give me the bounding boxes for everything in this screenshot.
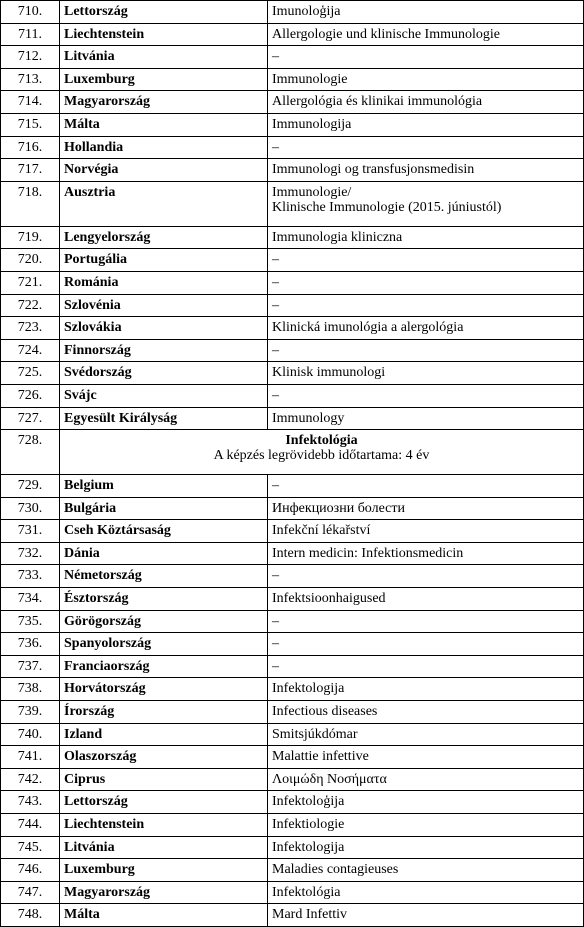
specialty-title-line: Klinická imunológia a alergológia (272, 320, 464, 336)
specialty-title-line: – (272, 387, 279, 403)
section-header-row (1, 430, 584, 475)
specialty-title (268, 249, 584, 272)
specialty-title (268, 904, 584, 927)
row-number: 711. (1, 23, 60, 46)
country-name: Horvátország (60, 678, 268, 701)
specialty-title-line: – (272, 478, 279, 494)
table-row (1, 904, 584, 927)
country-name: Luxemburg (60, 859, 268, 882)
country-name: Málta (60, 113, 268, 136)
table-row (1, 814, 584, 837)
row-number: 734. (1, 588, 60, 611)
specialty-title (268, 836, 584, 859)
specialty-title (268, 588, 584, 611)
row-number: 739. (1, 701, 60, 724)
table-row (1, 881, 584, 904)
country-name: Finnország (60, 339, 268, 362)
specialty-title (268, 723, 584, 746)
country-name: Egyesült Királyság (60, 407, 268, 430)
row-number: 717. (1, 159, 60, 182)
specialty-title (268, 317, 584, 340)
specialty-title-line: – (272, 658, 279, 674)
country-name: Lettország (60, 1, 268, 24)
table-row (1, 294, 584, 317)
row-number: 744. (1, 814, 60, 837)
row-number: 715. (1, 113, 60, 136)
specialty-title-line: – (272, 139, 279, 155)
row-number: 710. (1, 1, 60, 24)
row-number: 731. (1, 520, 60, 543)
specialty-title-line: – (272, 252, 279, 268)
row-number: 738. (1, 678, 60, 701)
section-duration: A képzés legrövidebb időtartama: 4 év (213, 448, 430, 464)
table-body-infectology (1, 475, 584, 927)
specialty-title-line: Infectious diseases (272, 704, 378, 720)
row-number: 742. (1, 768, 60, 791)
specialty-title (268, 362, 584, 385)
row-number: 719. (1, 226, 60, 249)
country-name: Svájc (60, 384, 268, 407)
specialty-title (268, 678, 584, 701)
table-row (1, 136, 584, 159)
specialty-title (268, 497, 584, 520)
country-name: Románia (60, 271, 268, 294)
table-row (1, 836, 584, 859)
row-number: 736. (1, 633, 60, 656)
specialty-title (268, 68, 584, 91)
table-row (1, 68, 584, 91)
country-name: Cseh Köztársaság (60, 520, 268, 543)
country-name: Magyarország (60, 881, 268, 904)
specialty-title (268, 565, 584, 588)
specialty-title-line: Λοιμώδη Νοσήματα (272, 771, 387, 787)
specialty-title (268, 791, 584, 814)
table-row (1, 113, 584, 136)
specialty-title (268, 226, 584, 249)
row-number: 748. (1, 904, 60, 927)
row-number: 740. (1, 723, 60, 746)
country-name: Ciprus (60, 768, 268, 791)
table-row (1, 633, 584, 656)
specialty-title (268, 136, 584, 159)
row-number: 714. (1, 91, 60, 114)
row-number: 725. (1, 362, 60, 385)
specialty-title-line: Инфекциозни болести (272, 500, 405, 516)
table-section-infectology (1, 430, 584, 475)
specialty-title-line: Smitsjúkdómar (272, 726, 358, 742)
country-name: Dánia (60, 542, 268, 565)
country-name: Németország (60, 565, 268, 588)
specialty-title (268, 181, 584, 226)
country-name: Hollandia (60, 136, 268, 159)
specialty-title-line: Klinisk immunologi (272, 365, 386, 381)
country-name: Spanyolország (60, 633, 268, 656)
specialty-title-line: – (272, 49, 279, 65)
table-row (1, 565, 584, 588)
table-row (1, 23, 584, 46)
specialty-title-line: Klinische Immunologie (2015. júniustól) (272, 199, 502, 215)
specialty-title (268, 542, 584, 565)
specialty-title-line: Infektoloģija (272, 794, 345, 810)
specialty-title (268, 655, 584, 678)
specialty-title-line: Infektsioonhaigused (272, 591, 386, 607)
table-row (1, 226, 584, 249)
row-number: 721. (1, 271, 60, 294)
row-number: 713. (1, 68, 60, 91)
row-number: 741. (1, 746, 60, 769)
country-name: Izland (60, 723, 268, 746)
row-number: 724. (1, 339, 60, 362)
section-header-cell (60, 430, 584, 475)
specialty-title-line: – (272, 297, 279, 313)
table-row (1, 678, 584, 701)
specialty-title (268, 475, 584, 498)
table-row (1, 588, 584, 611)
specialty-title-line: Immunologie/ (272, 184, 352, 200)
specialty-title (268, 91, 584, 114)
row-number: 718. (1, 181, 60, 226)
table-row (1, 384, 584, 407)
row-number: 746. (1, 859, 60, 882)
country-name: Szlovénia (60, 294, 268, 317)
table-row (1, 701, 584, 724)
table-row (1, 271, 584, 294)
row-number: 716. (1, 136, 60, 159)
specialty-title (268, 113, 584, 136)
table-row (1, 791, 584, 814)
specialty-title (268, 23, 584, 46)
specialty-title-line: Infektiologie (272, 817, 345, 832)
row-number: 730. (1, 497, 60, 520)
country-name: Svédország (60, 362, 268, 385)
table-row (1, 723, 584, 746)
row-number: 732. (1, 542, 60, 565)
country-name: Belgium (60, 475, 268, 498)
table-row (1, 475, 584, 498)
country-name: Bulgária (60, 497, 268, 520)
specialty-title-line: Immunologie (272, 71, 348, 87)
specialty-title (268, 159, 584, 182)
table-row (1, 497, 584, 520)
row-number: 726. (1, 384, 60, 407)
specialty-title-line: Infektológia (272, 884, 341, 900)
specialty-title (268, 339, 584, 362)
row-number: 737. (1, 655, 60, 678)
table-row (1, 159, 584, 182)
row-number: 745. (1, 836, 60, 859)
row-number: 733. (1, 565, 60, 588)
specialty-title (268, 701, 584, 724)
table-row (1, 859, 584, 882)
row-number: 712. (1, 46, 60, 69)
row-number: 743. (1, 791, 60, 814)
table-row (1, 362, 584, 385)
table-body-immunology (1, 1, 584, 430)
table-row (1, 181, 584, 226)
specialty-title-line: Maladies contagieuses (272, 862, 399, 878)
country-name: Málta (60, 904, 268, 927)
specialty-title-line: Malattie infettive (272, 749, 369, 765)
country-name: Liechtenstein (60, 814, 268, 837)
table-row (1, 542, 584, 565)
specialty-title-line: Imunoloģija (272, 4, 341, 19)
country-name: Lengyelország (60, 226, 268, 249)
specialty-title (268, 1, 584, 24)
specialty-title-line: Intern medicin: Infektionsmedicin (272, 545, 464, 561)
specialty-title-line: Immunology (272, 410, 345, 426)
country-name: Szlovákia (60, 317, 268, 340)
specialty-title-line: – (272, 636, 279, 652)
specialty-title (268, 859, 584, 882)
specialty-title-line: Allergológia és klinikai immunológia (272, 94, 483, 110)
table-row (1, 317, 584, 340)
section-title: Infektológia (285, 433, 358, 449)
specialty-title (268, 881, 584, 904)
row-number: 722. (1, 294, 60, 317)
specialty-title-line: – (272, 342, 279, 358)
country-name: Magyarország (60, 91, 268, 114)
specialty-title (268, 746, 584, 769)
country-name: Lettország (60, 791, 268, 814)
table-row (1, 520, 584, 543)
country-name: Liechtenstein (60, 23, 268, 46)
row-number: 735. (1, 610, 60, 633)
specialty-title-line: Infektologija (272, 839, 345, 855)
table-row (1, 1, 584, 24)
specialty-title (268, 384, 584, 407)
specialty-title (268, 520, 584, 543)
country-name: Litvánia (60, 46, 268, 69)
specialty-title-line: Allergologie und klinische Immunologie (272, 26, 500, 42)
row-number: 747. (1, 881, 60, 904)
country-name: Franciaország (60, 655, 268, 678)
specialty-title (268, 46, 584, 69)
specialty-title-line: Immunologia kliniczna (272, 229, 403, 245)
table-row (1, 768, 584, 791)
specialty-title-line: Immunologi og transfusjonsmedisin (272, 162, 475, 178)
specialty-title-line: – (272, 568, 279, 584)
country-name: Portugália (60, 249, 268, 272)
specialty-title (268, 768, 584, 791)
table-row (1, 46, 584, 69)
row-number: 723. (1, 317, 60, 340)
specialty-title-line: – (272, 613, 279, 629)
specialty-title-line: – (272, 274, 279, 290)
row-number: 720. (1, 249, 60, 272)
table-row (1, 610, 584, 633)
country-name: Litvánia (60, 836, 268, 859)
country-name: Luxemburg (60, 68, 268, 91)
specialty-title (268, 407, 584, 430)
country-name: Olaszország (60, 746, 268, 769)
row-number: 727. (1, 407, 60, 430)
country-name: Norvégia (60, 159, 268, 182)
row-number: 729. (1, 475, 60, 498)
specialty-title-line: Infektologija (272, 681, 345, 697)
specialty-title (268, 814, 584, 837)
specialty-title (268, 633, 584, 656)
specialty-title-line: Mard Infettiv (272, 907, 348, 923)
specialty-title-line: Immunologija (272, 116, 352, 132)
table-row (1, 655, 584, 678)
specialty-title-line: Infekční lékařství (272, 523, 371, 539)
table-row (1, 249, 584, 272)
country-name: Ausztria (60, 181, 268, 226)
country-name: Görögország (60, 610, 268, 633)
specialty-title (268, 294, 584, 317)
country-name: Észtország (60, 588, 268, 611)
row-number: 728. (1, 430, 60, 475)
table-row (1, 339, 584, 362)
country-name: Írország (60, 701, 268, 724)
table-row (1, 746, 584, 769)
specialty-title (268, 610, 584, 633)
table-row (1, 407, 584, 430)
specialty-title (268, 271, 584, 294)
table-row (1, 91, 584, 114)
